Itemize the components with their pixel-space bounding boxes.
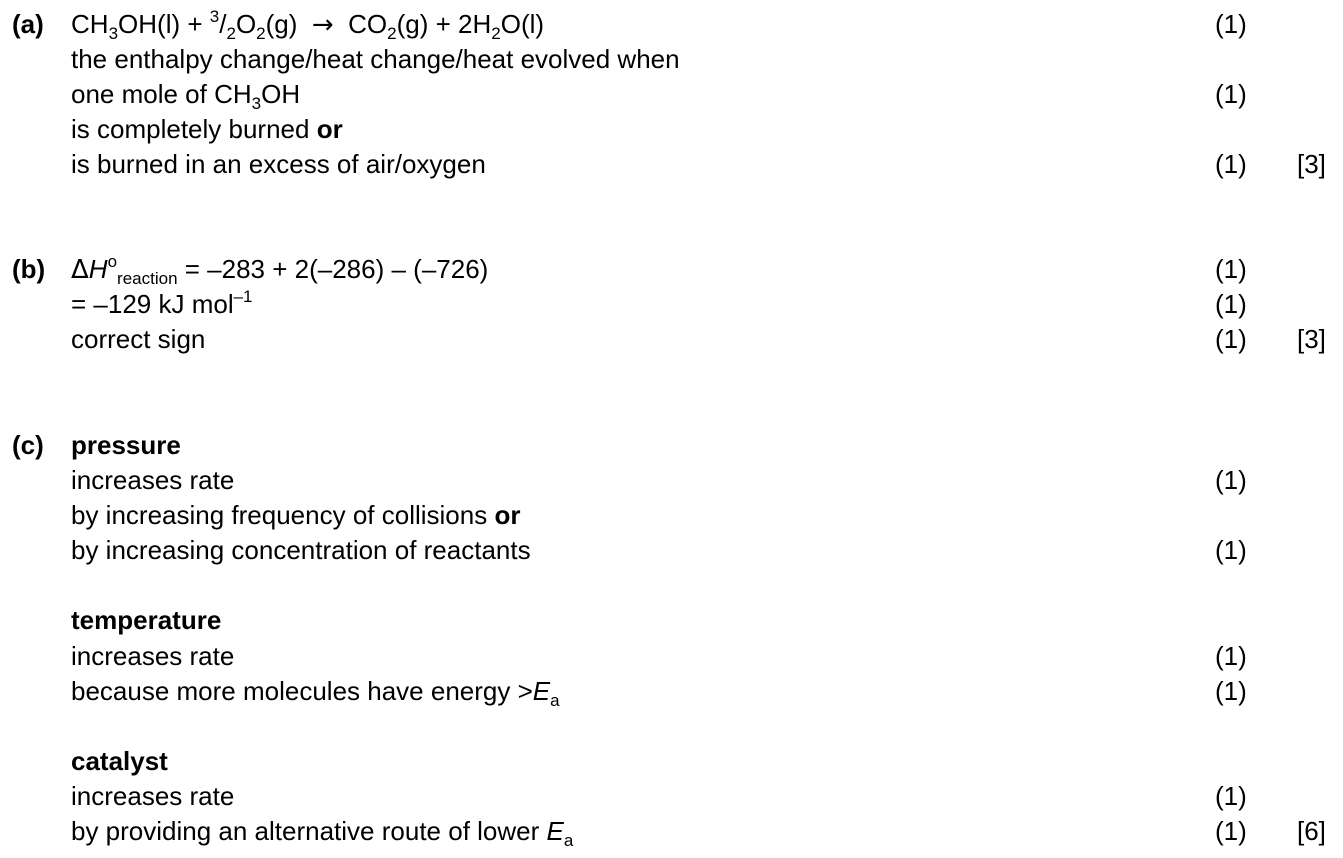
pressure-line-2: by increasing frequency of collisions or: [71, 500, 521, 530]
temperature-mark-1: (1): [1215, 641, 1247, 671]
part-b-mark-1: (1): [1215, 254, 1247, 284]
part-a-mark-2: (1): [1215, 79, 1247, 109]
catalyst-line-1: increases rate: [71, 781, 235, 811]
part-a-line-5: is burned in an excess of air/oxygen: [71, 149, 486, 179]
part-a-line-2: the enthalpy change/heat change/heat evolved when: [71, 44, 680, 74]
catalyst-mark-2: (1): [1215, 816, 1247, 846]
part-b-label: (b): [12, 254, 46, 284]
part-b-mark-3: (1): [1215, 324, 1247, 354]
reaction-arrow: →: [311, 10, 334, 40]
pressure-mark-1: (1): [1215, 465, 1247, 495]
part-a-label: (a): [12, 9, 44, 39]
pressure-line-3: by increasing concentration of reactants: [71, 535, 531, 565]
part-b-mark-2: (1): [1215, 289, 1247, 319]
part-a-equation: $CH_3OH(l) + ^3/_2O_2(g) \to CO_2(g) + 2H_2O(l)$: [71, 7, 545, 43]
pressure-heading: pressure: [71, 430, 181, 460]
temperature-line-2: because more molecules have energy $>E_a$: [71, 676, 560, 710]
temperature-mark-2: (1): [1215, 676, 1247, 706]
temperature-heading: temperature: [71, 605, 222, 635]
part-c-label: (c): [12, 430, 44, 460]
part-a-mark-1: (1): [1215, 9, 1247, 39]
catalyst-line-2: by providing an alternative route of lower $E_a$: [71, 816, 574, 850]
part-b-total: [3]: [1297, 324, 1326, 354]
part-b-line-1: $\Delta H^o_{reaction} = -283 + 2(-286) - (-726)$: [71, 252, 489, 288]
part-a-total: [3]: [1297, 149, 1326, 179]
pressure-mark-2: (1): [1215, 535, 1247, 565]
temperature-line-1: increases rate: [71, 641, 235, 671]
part-c-total: [6]: [1297, 816, 1326, 846]
part-a-mark-3: (1): [1215, 149, 1247, 179]
part-b-line-2: = –129 kJ mol$^{-1}$: [71, 287, 253, 319]
pressure-line-1: increases rate: [71, 465, 235, 495]
part-a-line-4: is completely burned or: [71, 114, 343, 144]
catalyst-mark-1: (1): [1215, 781, 1247, 811]
part-b-line-3: correct sign: [71, 324, 206, 354]
part-a-line-3: one mole of $CH_3OH$: [71, 79, 301, 113]
catalyst-heading: catalyst: [71, 746, 168, 776]
